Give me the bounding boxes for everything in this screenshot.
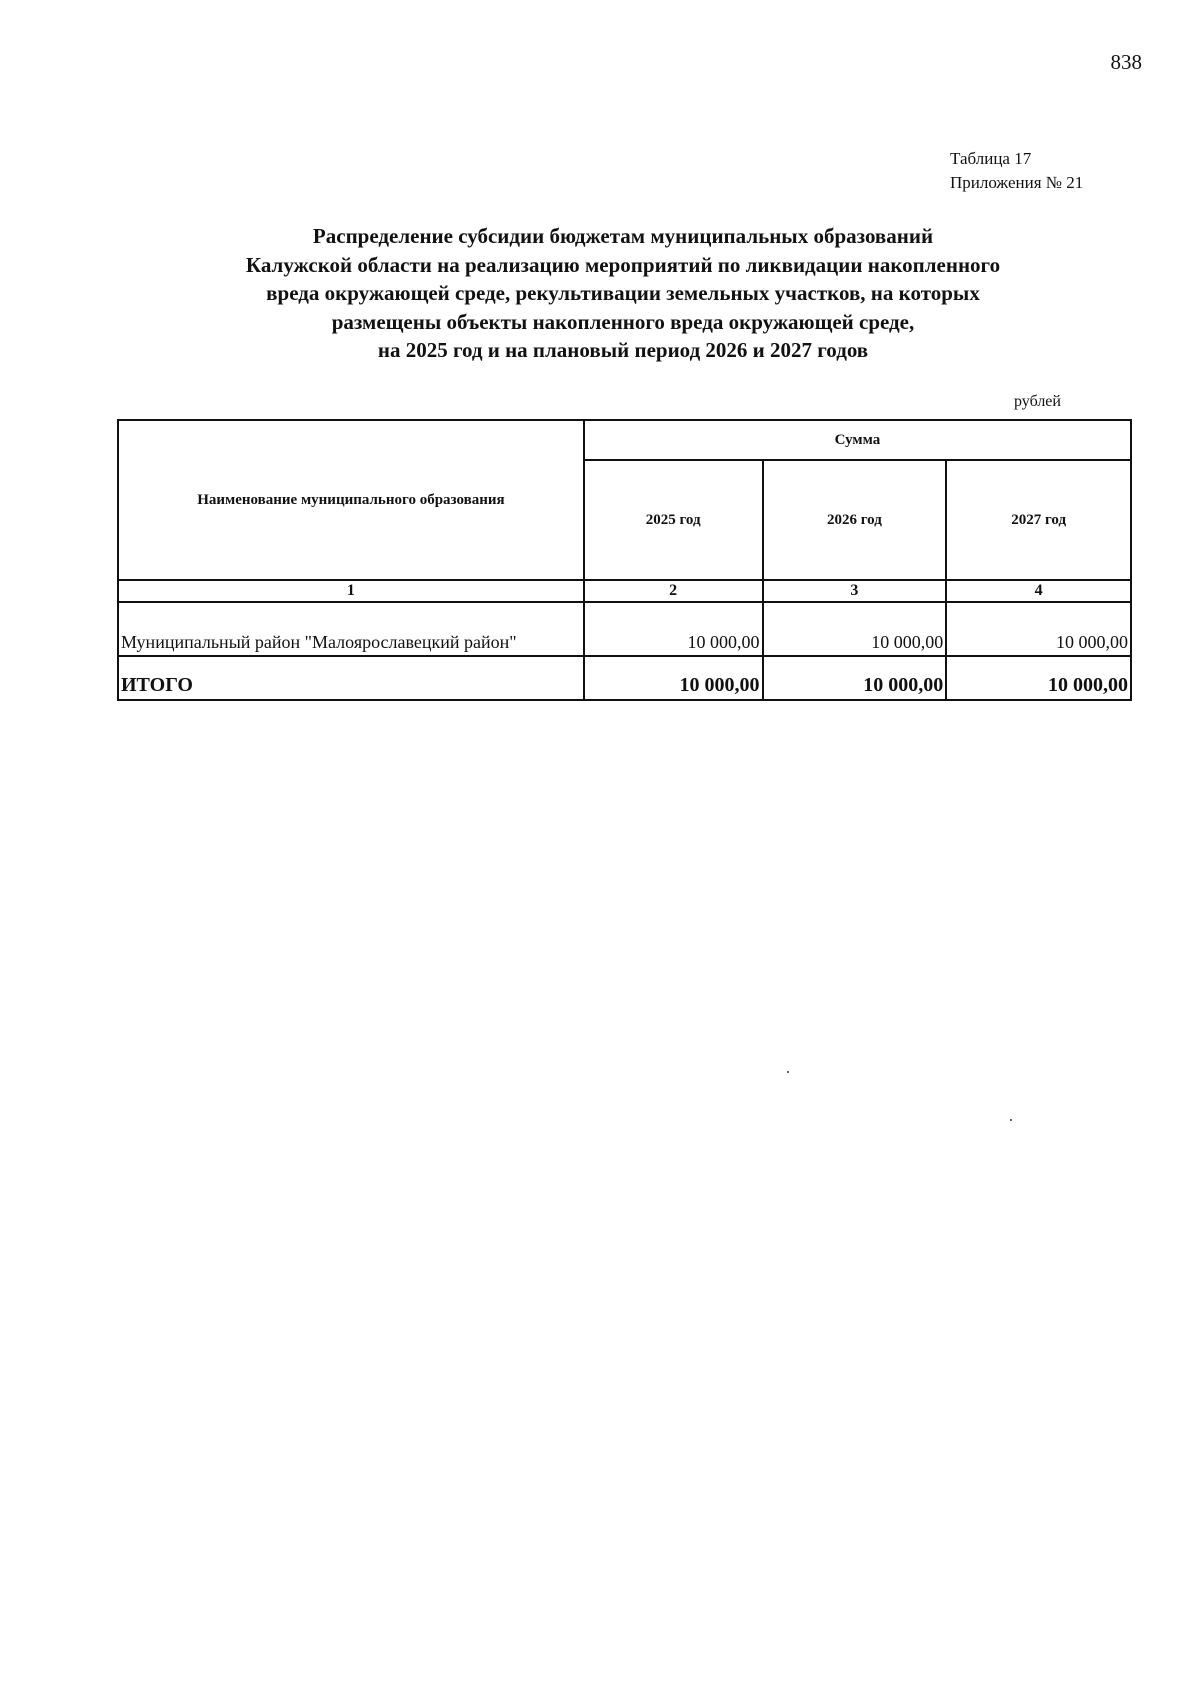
- table-row: [118, 602, 1131, 656]
- amount-2025: 10 000,00: [584, 602, 763, 656]
- column-number: 2: [584, 580, 763, 602]
- column-number: 1: [118, 580, 584, 602]
- year-2025-header: 2025 год: [584, 460, 763, 580]
- document-title: [118, 222, 1128, 365]
- amount-2027: 10 000,00: [946, 602, 1131, 656]
- total-label: ИТОГО: [118, 656, 584, 700]
- column-number-row: [118, 580, 1131, 602]
- appendix-number: Приложения № 21: [950, 173, 1084, 192]
- total-row: [118, 656, 1131, 700]
- title-line: размещены объекты накопленного вреда окружающей среде,: [331, 309, 915, 334]
- title-line: на 2025 год и на плановый период 2026 и 2027 годов: [377, 338, 869, 362]
- scan-speck: [787, 1071, 789, 1073]
- table-reference: Таблица 17: [950, 149, 1032, 168]
- amount-2026: 10 000,00: [763, 602, 947, 656]
- scan-speck: [1010, 1119, 1012, 1121]
- column-number: 3: [763, 580, 947, 602]
- title-line: Распределение субсидии бюджетам муниципальных образований: [312, 224, 934, 248]
- appendix-reference: [950, 147, 1083, 195]
- sum-column-header: Сумма: [584, 420, 1131, 460]
- table-header-row: [118, 420, 1131, 460]
- municipality-name: Муниципальный район "Малоярославецкий район": [118, 602, 584, 656]
- page-number: 838: [1110, 50, 1142, 74]
- year-2027-header: 2027 год: [946, 460, 1131, 580]
- title-line: вреда окружающей среде, рекультивации земельных участков, на которых: [266, 281, 980, 305]
- year-2026-header: 2026 год: [763, 460, 947, 580]
- total-2025: 10 000,00: [584, 656, 763, 700]
- column-number: 4: [946, 580, 1131, 602]
- subsidy-table: [117, 419, 1132, 701]
- units-label: рублей: [1014, 393, 1061, 410]
- name-column-header: Наименование муниципального образования: [118, 420, 584, 580]
- total-2026: 10 000,00: [763, 656, 947, 700]
- total-2027: 10 000,00: [946, 656, 1131, 700]
- title-line: Калужской области на реализацию мероприятий по ликвидации накопленного: [245, 252, 1001, 277]
